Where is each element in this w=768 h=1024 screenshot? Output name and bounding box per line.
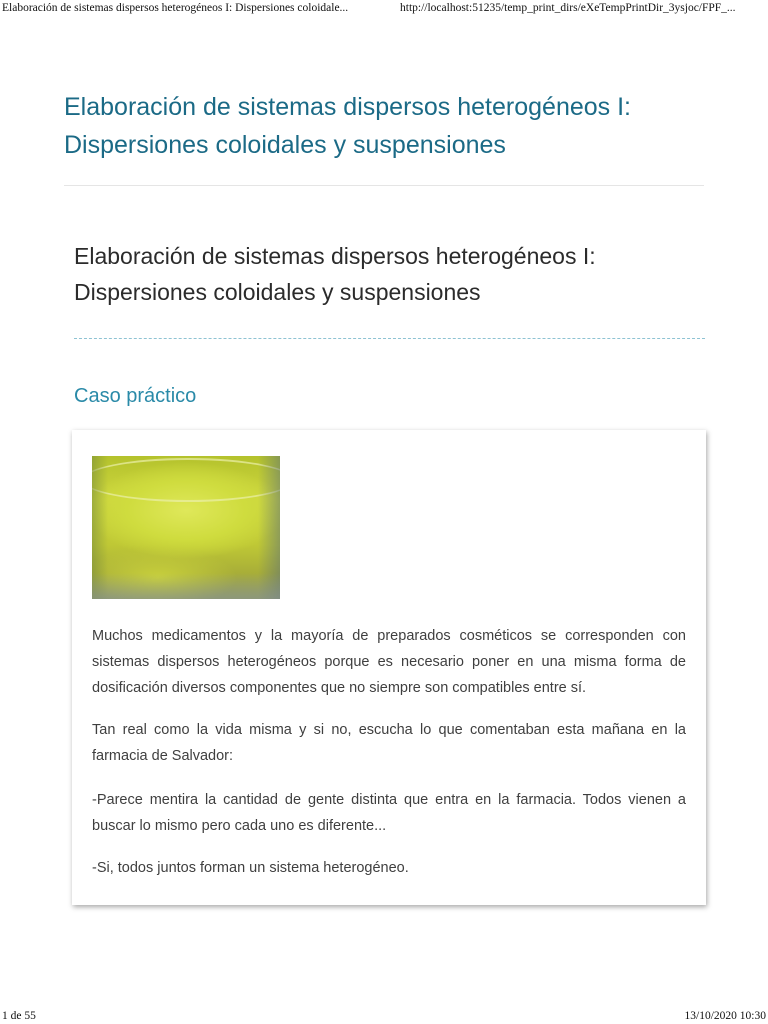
jar-base bbox=[92, 573, 280, 599]
case-study-box bbox=[72, 430, 706, 905]
case-paragraph-1: Muchos medicamentos y la mayoría de preparados cosméticos se corresponden con sistemas dispersos heterogéneos porque es necesario poner en una misma forma de dosificación diversos componentes que no siempre son compatibles entre sí. bbox=[92, 628, 686, 696]
page-title: Elaboración de sistemas dispersos heterogéneos I: Dispersiones coloidales y suspensiones bbox=[64, 93, 631, 159]
print-header-title: Elaboración de sistemas dispersos heterogéneos I: Dispersiones coloidale... bbox=[2, 2, 349, 14]
case-study-heading: Caso práctico bbox=[74, 385, 197, 407]
title-divider bbox=[64, 185, 704, 186]
case-paragraph-3: -Parece mentira la cantidad de gente distinta que entra en la farmacia. Todos vienen a buscar lo mismo pero cada uno es diferente... bbox=[92, 792, 686, 834]
print-header-url[interactable]: http://localhost:51235/temp_print_dirs/eXeTempPrintDir_3ysjoc/FPF_... bbox=[400, 2, 736, 14]
print-header bbox=[0, 0, 768, 18]
page-counter: 1 de 55 bbox=[2, 1010, 36, 1022]
case-paragraph-2: Tan real como la vida misma y si no, escucha lo que comentaban esta mañana en la farmacia de Salvador: bbox=[92, 722, 686, 764]
print-footer bbox=[0, 1008, 768, 1024]
section-title: Elaboración de sistemas dispersos heterogéneos I: Dispersiones coloidales y suspensiones bbox=[74, 243, 596, 305]
case-paragraph-4: -Si, todos juntos forman un sistema heterogéneo. bbox=[92, 860, 409, 876]
case-study-image bbox=[92, 456, 280, 599]
print-datetime: 13/10/2020 10:30 bbox=[684, 1010, 766, 1022]
jar-rim-shape bbox=[92, 458, 280, 502]
section-divider bbox=[74, 338, 705, 339]
